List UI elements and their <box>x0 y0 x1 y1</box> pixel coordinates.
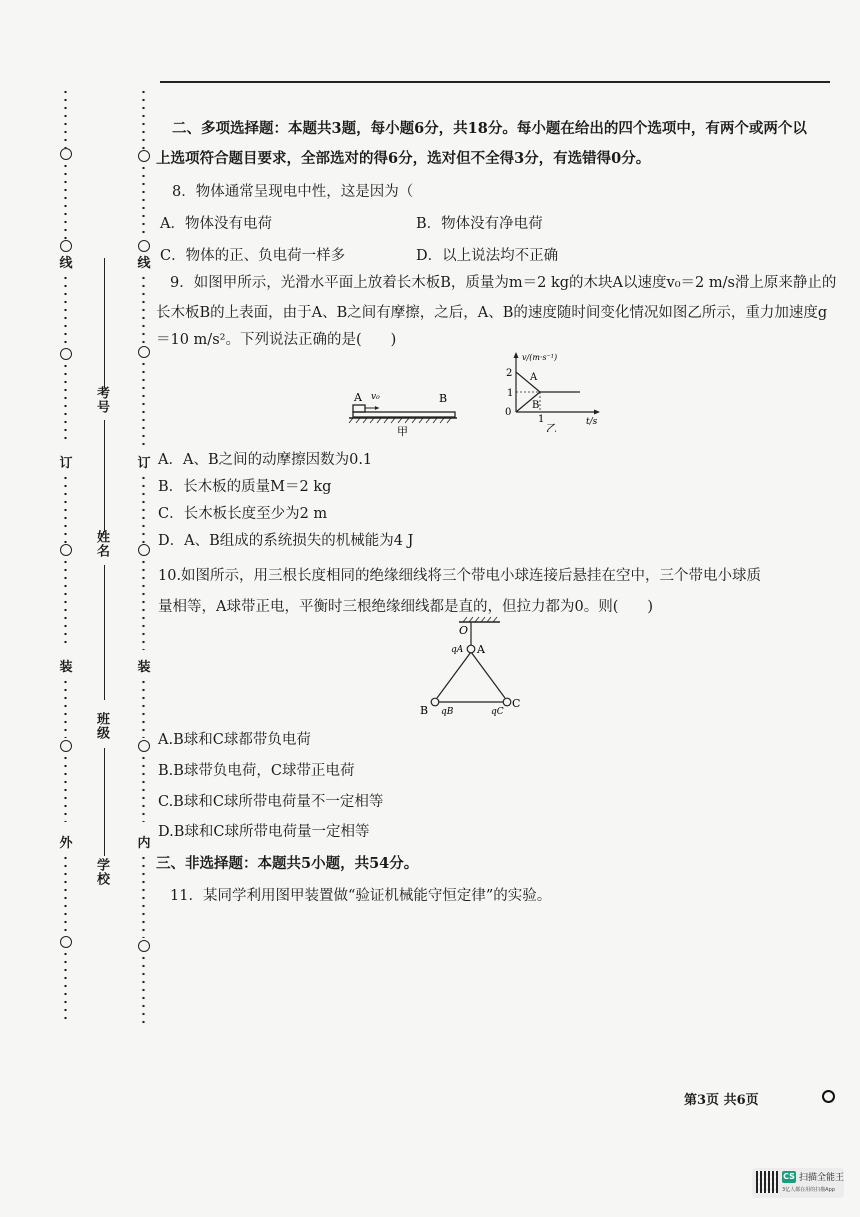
y-axis-label: v/(m·s⁻¹) <box>522 353 558 362</box>
section-2-heading: 二、多项选择题：本题共3题，每小题6分，共18分。每小题在给出的四个选项中，有两个或两个以 <box>172 120 807 137</box>
block-a-shape <box>353 405 365 412</box>
page-number: 第3页 共6页 <box>684 1093 759 1108</box>
q10-option-a: A.B球和C球都带负电荷 <box>158 732 311 748</box>
binding-hole <box>138 544 150 556</box>
binding-hole <box>138 740 150 752</box>
binding-hole <box>138 240 150 252</box>
name-line <box>104 420 105 532</box>
margin-char: 线 <box>56 256 76 272</box>
label-qb: qB <box>441 707 454 717</box>
binding-hole <box>60 148 72 160</box>
margin-char: 外 <box>56 836 76 852</box>
section-3-heading: 三、非选择题：本题共5小题，共54分。 <box>156 855 419 872</box>
label-qc: qC <box>491 707 504 717</box>
caption-jia: 甲 <box>397 425 408 438</box>
q8-option-d: D．以上说法均不正确 <box>416 248 559 264</box>
binding-hole <box>60 936 72 948</box>
margin-char: 订 <box>56 456 76 472</box>
scanner-title: 扫描全能王 <box>799 1173 845 1183</box>
qr-code-icon <box>756 1171 778 1193</box>
binding-hole <box>60 544 72 556</box>
binding-hole <box>60 240 72 252</box>
q10-stem-1: 10.如图所示，用三根长度相同的绝缘细线将三个带电小球连接后悬挂在空中，三个带电小球质 <box>158 568 762 584</box>
q9-option-c: C．长木板长度至少为2 m <box>158 506 328 522</box>
q9-stem-1: 9．如图甲所示，光滑水平面上放着长木板B，质量为m＝2 kg的木块A以速度v₀＝2 m/s滑上原来静止的 <box>170 275 837 291</box>
binding-hole <box>138 150 150 162</box>
q9-figure-yi <box>500 348 610 432</box>
q10-figure <box>415 616 530 722</box>
line-label-a: A <box>530 372 538 383</box>
q9-option-d: D．A、B组成的系统损失的机械能为4 J <box>158 533 414 549</box>
binding-hole <box>138 346 150 358</box>
exam-number-label: 考号 <box>94 386 109 414</box>
label-qa: qA <box>451 645 464 655</box>
q9-figure-jia <box>345 380 465 440</box>
q8-option-c: C．物体的正、负电荷一样多 <box>160 248 346 264</box>
ball-b <box>431 698 439 706</box>
x-tick-1: 1 <box>538 414 545 425</box>
ball-a <box>467 645 475 653</box>
margin-char: 订 <box>134 456 154 472</box>
q9-option-b: B．长木板的质量M＝2 kg <box>158 479 332 495</box>
y-tick-1: 1 <box>507 388 514 399</box>
class-label: 班级 <box>94 712 109 740</box>
line-label-b: B <box>532 400 540 411</box>
page-marker-icon <box>822 1090 835 1103</box>
ball-c <box>503 698 511 706</box>
q10-option-b: B.B球带负电荷，C球带正电荷 <box>158 763 355 779</box>
school-line <box>104 748 105 856</box>
q8-option-b: B．物体没有净电荷 <box>416 216 543 232</box>
q9-stem-3: ＝10 m/s²。下列说法正确的是( ) <box>156 332 397 348</box>
q8-option-a: A．物体没有电荷 <box>160 216 272 232</box>
inner-binding-line <box>137 70 151 1030</box>
label-b: B <box>439 392 448 405</box>
class-line <box>104 565 105 700</box>
label-a: A <box>477 643 485 656</box>
x-axis-label: t/s <box>586 417 598 427</box>
section-2-heading-cont: 上选项符合题目要求，全部选对的得6分，选对但不全得3分，有选错得0分。 <box>156 150 651 167</box>
scanner-subtitle: 3亿人都在用的扫描App <box>782 1187 835 1193</box>
outer-binding-line <box>59 70 73 1030</box>
q9-stem-2: 长木板B的上表面，由于A、B之间有摩擦，之后，A、B的速度随时间变化情况如图乙所示，重力加速度g <box>156 305 828 321</box>
margin-char: 线 <box>134 256 154 272</box>
school-label: 学校 <box>94 858 109 886</box>
label-v0: v₀ <box>371 392 380 402</box>
label-b: B <box>420 704 429 717</box>
y-tick-0: 0 <box>505 407 512 418</box>
q10-stem-2: 量相等，A球带正电，平衡时三根绝缘细线都是直的，但拉力都为0。则( ) <box>158 599 654 615</box>
board-b-shape <box>353 412 455 417</box>
thread-ab <box>437 652 471 698</box>
q8-stem: 8．物体通常呈现电中性，这是因为（ <box>172 184 414 200</box>
q10-option-d: D.B球和C球所带电荷量一定相等 <box>158 824 370 840</box>
q9-option-a: A．A、B之间的动摩擦因数为0.1 <box>158 452 373 468</box>
label-o: O <box>459 624 469 637</box>
name-label: 姓名 <box>94 530 109 558</box>
binding-hole <box>60 348 72 360</box>
margin-char: 装 <box>134 660 154 676</box>
q10-option-c: C.B球和C球所带电荷量不一定相等 <box>158 794 384 810</box>
binding-hole <box>138 940 150 952</box>
label-a: A <box>354 391 362 404</box>
scanner-logo-icon: CS <box>783 1172 795 1181</box>
header-rule <box>160 81 830 83</box>
label-c: C <box>512 697 521 710</box>
q11-stem: 11．某同学利用图甲装置做“验证机械能守恒定律”的实验。 <box>170 888 552 904</box>
exam-number-line <box>104 258 105 388</box>
margin-char: 内 <box>134 836 154 852</box>
binding-hole <box>60 740 72 752</box>
caption-yi: 乙 <box>546 422 557 432</box>
y-tick-2: 2 <box>506 368 513 379</box>
margin-char: 装 <box>56 660 76 676</box>
thread-ac <box>471 652 505 698</box>
